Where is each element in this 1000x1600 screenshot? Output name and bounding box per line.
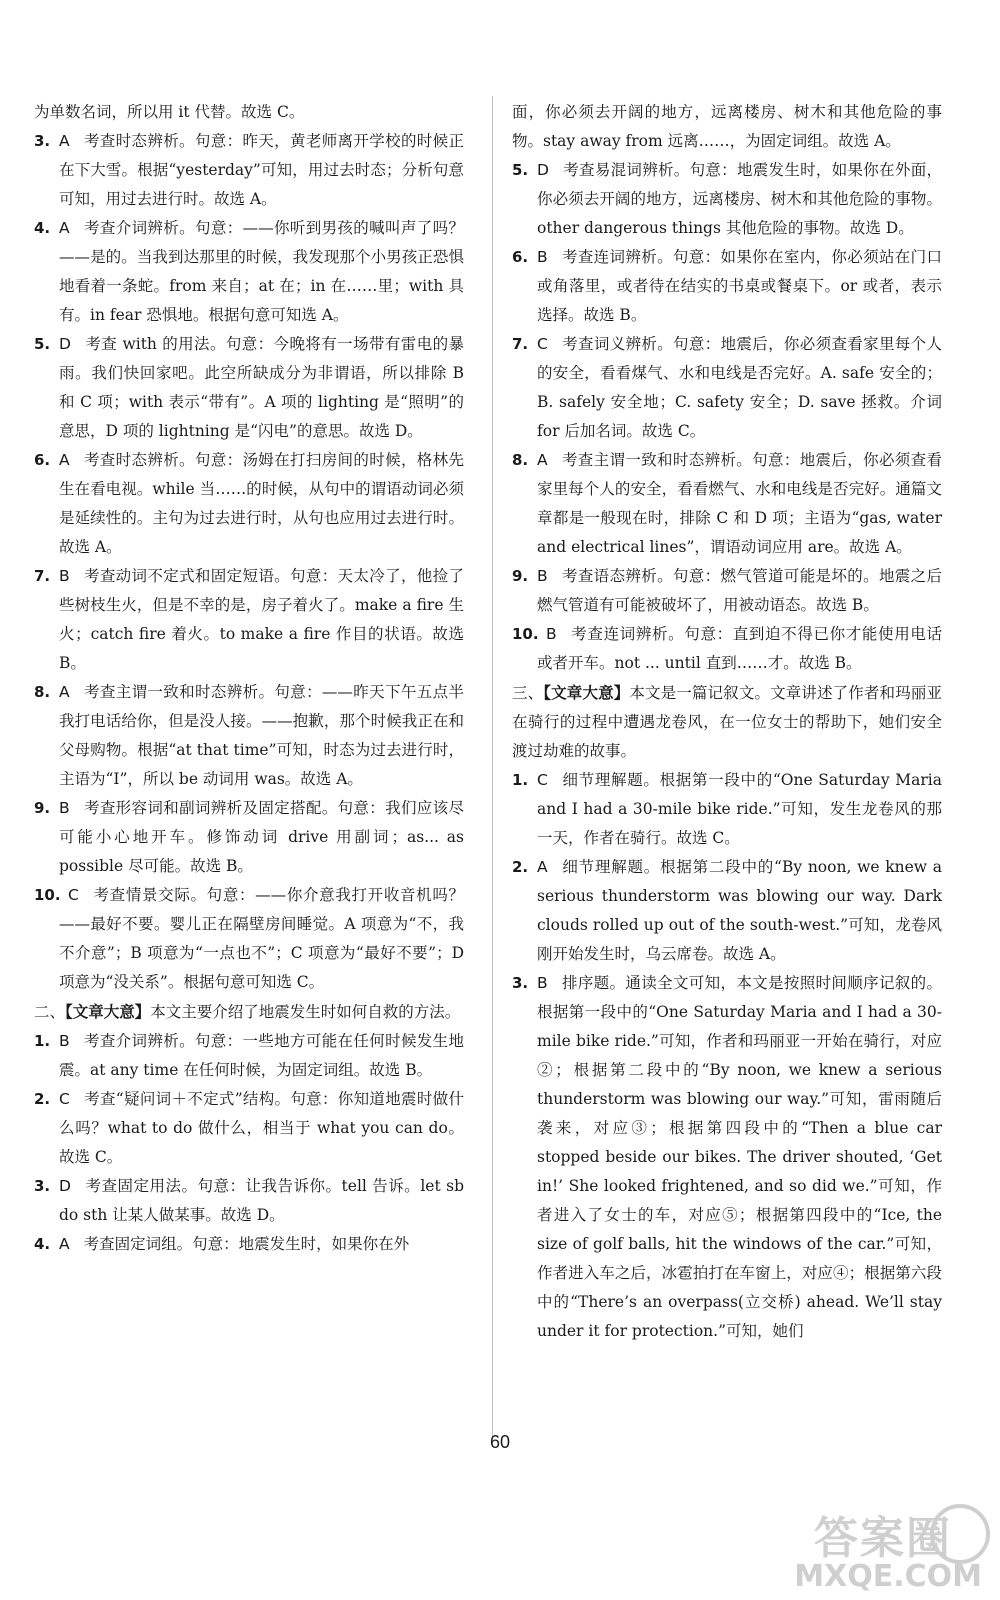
- answer-item: [512, 620, 942, 678]
- explanation-text: 细节理解题。根据第二段中的“By noon, we knew a serious thunderstorm was blowing our way. Dark clouds rolled up out of the south-west.”可知，龙卷风刚开始发生时，乌云席卷。故选 A。: [537, 858, 942, 963]
- answer-item: [34, 446, 464, 562]
- answer-item: [34, 1085, 464, 1172]
- answer-item: [34, 127, 464, 214]
- explanation-text: 考查时态辨析。句意：汤姆在打扫房间的时候，格林先生在看电视。while 当……的时候，从句中的谓语动词必须是延续性的。主句为过去进行时，从句也应用过去进行时。故选 A。: [59, 451, 464, 556]
- section-summary: 本文主要介绍了地震发生时如何自救的方法。: [150, 1003, 461, 1021]
- question-number: 10.: [34, 886, 61, 904]
- continued-text: 为单数名词，所以用 it 代替。故选 C。: [34, 103, 305, 121]
- answer-item: [34, 794, 464, 881]
- answer-letter: C: [68, 886, 79, 904]
- watermark-url: MXQE.COM: [794, 1559, 982, 1594]
- explanation-text: 考查介词辨析。句意：一些地方可能在任何时候发生地震。at any time 在任何时候，为固定词组。故选 B。: [59, 1032, 464, 1079]
- question-number: 2.: [34, 1090, 51, 1108]
- answer-letter: D: [59, 335, 71, 353]
- answer-letter: C: [537, 335, 548, 353]
- answer-item: [34, 562, 464, 678]
- question-number: 3.: [512, 974, 529, 992]
- answer-letter: B: [59, 567, 70, 585]
- answer-letter: A: [537, 451, 548, 469]
- answer-letter: D: [59, 1177, 71, 1195]
- answer-item: [512, 156, 942, 243]
- question-number: 4.: [34, 1235, 51, 1253]
- answer-item: [34, 678, 464, 794]
- answer-item: [512, 243, 942, 330]
- answer-letter: A: [537, 858, 548, 876]
- question-number: 10.: [512, 625, 539, 643]
- answer-item: [512, 562, 942, 620]
- explanation-text: 考查时态辨析。句意：昨天，黄老师离开学校的时候正在下大雪。根据“yesterday”可知，用过去时态；分析句意可知，用过去进行时。故选 A。: [59, 132, 464, 208]
- question-number: 4.: [34, 219, 51, 237]
- answer-item: [512, 446, 942, 562]
- explanation-text: 排序题。通读全文可知，本文是按照时间顺序记叙的。根据第一段中的“One Saturday Maria and I had a 30-mile bike ride.”可知，作者和玛丽亚一开始在骑行，对应②；根据第二段中的“By noon, we knew a serious thunderstorm was blowing our way.”可知，雷雨随后袭来，对应③；根据第四段中的“Then a blue car stopped beside our bikes. The driver shouted, ‘Get in!’ She looked frightened, and so did we.”可知，作者进入了女士的车，对应⑤；根据第四段中的“Ice, the size of golf balls, hit the windows of the car.”可知，作者进入车之后，冰雹拍打在车窗上，对应④；根据第六段中的“There’s an overpass(立交桥) ahead. We’ll stay under it for protection.”可知，她们: [537, 974, 942, 1340]
- answer-letter: C: [59, 1090, 70, 1108]
- question-number: 8.: [512, 451, 529, 469]
- explanation-text: 考查介词辨析。句意：——你听到男孩的喊叫声了吗？——是的。当我到达那里的时候，我发现那个小男孩正恐惧地看着一条蛇。from 来自；at 在；in 在……里；with 具有。in fear 恐惧地。根据句意可知选 A。: [59, 219, 464, 324]
- explanation-text: 考查动词不定式和固定短语。句意：天太冷了，他捡了些树枝生火，但是不幸的是，房子着火了。make a fire 生火；catch fire 着火。to make a fire 作目的状语。故选 B。: [59, 567, 464, 672]
- question-number: 1.: [34, 1032, 51, 1050]
- section-heading: [34, 997, 464, 1027]
- answer-item: [512, 853, 942, 969]
- question-number: 9.: [34, 799, 51, 817]
- answer-letter: B: [537, 248, 548, 266]
- explanation-text: 考查“疑问词＋不定式”结构。句意：你知道地震时做什么吗？what to do 做什么，相当于 what you can do。故选 C。: [59, 1090, 464, 1166]
- explanation-text: 考查词义辨析。句意：地震后，你必须查看家里每个人的安全，看看煤气、水和电线是否完好。A. safe 安全的；B. safely 安全地；C. safety 安全；D. save 拯救。介词 for 后加名词。故选 C。: [537, 335, 942, 440]
- answer-item: [512, 969, 942, 1346]
- question-number: 1.: [512, 771, 529, 789]
- answer-item: [34, 1172, 464, 1230]
- explanation-text: 考查 with 的用法。句意：今晚将有一场带有雷电的暴雨。我们快回家吧。此空所缺成分为非谓语，所以排除 B 和 C 项；with 表示“带有”。A 项的 lighting 是“照明”的意思，D 项的 lightning 是“闪电”的意思。故选 D。: [59, 335, 464, 440]
- answer-letter: A: [59, 132, 70, 150]
- watermark-logo: [792, 1502, 992, 1594]
- question-number: 3.: [34, 132, 51, 150]
- question-number: 3.: [34, 1177, 51, 1195]
- explanation-text: 考查形容词和副词辨析及固定搭配。句意：我们应该尽可能小心地开车。修饰动词 drive 用副词；as... as possible 尽可能。故选 B。: [59, 799, 464, 875]
- answer-item: [512, 766, 942, 853]
- answer-letter: A: [59, 219, 70, 237]
- answer-letter: B: [537, 567, 548, 585]
- explanation-text: 细节理解题。根据第一段中的“One Saturday Maria and I had a 30-mile bike ride.”可知，发生龙卷风的那一天，作者在骑行。故选 C。: [537, 771, 942, 847]
- explanation-text: 考查主谓一致和时态辨析。句意：地震后，你必须查看家里每个人的安全，看看燃气、水和电线是否完好。通篇文章都是一般现在时，排除 C 和 D 项；主语为“gas, water and electrical lines”，谓语动词应用 are。故选 A。: [537, 451, 942, 556]
- answer-letter: C: [537, 771, 548, 789]
- question-number: 5.: [512, 161, 529, 179]
- explanation-text: 考查主谓一致和时态辨析。句意：——昨天下午五点半我打电话给你，但是没人接。——抱歉，那个时候我正在和父母购物。根据“at that time”可知，时态为过去进行时，主语为“I”，所以 be 动词用 was。故选 A。: [59, 683, 464, 788]
- page-number: 60: [489, 1432, 511, 1452]
- question-number: 5.: [34, 335, 51, 353]
- explanation-text: 考查连词辨析。句意：直到迫不得已你才能使用电话或者开车。not ... until 直到……才。故选 B。: [537, 625, 942, 672]
- answer-letter: A: [59, 1235, 70, 1253]
- question-number: 8.: [34, 683, 51, 701]
- right-column: [512, 98, 942, 1346]
- section-tag: 【文章大意】: [543, 683, 630, 702]
- question-number: 6.: [512, 248, 529, 266]
- answer-letter: D: [537, 161, 549, 179]
- answer-item: [34, 1230, 464, 1259]
- explanation-text: 考查情景交际。句意：——你介意我打开收音机吗？——最好不要。婴儿正在隔壁房间睡觉。A 项意为“不，我不介意”；B 项意为“一点也不”；C 项意为“最好不要”；D 项意为“没关系”。根据句意可知选 C。: [59, 886, 464, 991]
- explanation-text: 考查固定用法。句意：让我告诉你。tell 告诉。let sb do sth 让某人做某事。故选 D。: [59, 1177, 464, 1224]
- explanation-text: 考查固定词组。句意：地震发生时，如果你在外: [83, 1235, 410, 1253]
- question-number: 2.: [512, 858, 529, 876]
- answer-letter: B: [537, 974, 548, 992]
- answer-item: [34, 330, 464, 446]
- explanation-text: 考查易混词辨析。句意：地震发生时，如果你在外面，你必须去开阔的地方，远离楼房、树木和其他危险的事物。other dangerous things 其他危险的事物。故选 D。: [537, 161, 942, 237]
- question-number: 7.: [34, 567, 51, 585]
- column-divider: [492, 96, 493, 1438]
- explanation-text: 考查语态辨析。句意：燃气管道可能是坏的。地震之后燃气管道有可能被破坏了，用被动语态。故选 B。: [537, 567, 942, 614]
- section-tag: 【文章大意】: [65, 1002, 151, 1021]
- answer-item: [34, 1027, 464, 1085]
- section-number: 三、: [512, 684, 544, 702]
- section-number: 二、: [34, 1003, 66, 1021]
- question-number: 7.: [512, 335, 529, 353]
- watermark-text: 答案圈: [814, 1513, 952, 1564]
- answer-item: [512, 330, 942, 446]
- answer-letter: B: [59, 1032, 70, 1050]
- answer-letter: A: [59, 683, 70, 701]
- section-summary: 本文是一篇记叙文。文章讲述了作者和玛丽亚在骑行的过程中遭遇龙卷风，在一位女士的帮助下，她们安全渡过劫难的故事。: [512, 684, 942, 760]
- answer-letter: B: [546, 625, 557, 643]
- answer-letter: B: [59, 799, 70, 817]
- answer-letter: A: [59, 451, 70, 469]
- continued-text: 面，你必须去开阔的地方，远离楼房、树木和其他危险的事物。stay away from 远离……，为固定词组。故选 A。: [512, 103, 942, 150]
- explanation-text: 考查连词辨析。句意：如果你在室内，你必须站在门口或角落里，或者待在结实的书桌或餐桌下。or 或者，表示选择。故选 B。: [537, 248, 942, 324]
- left-column: [34, 98, 464, 1259]
- answer-item: [34, 214, 464, 330]
- answer-item: [34, 881, 464, 997]
- section-heading: [512, 678, 942, 766]
- question-number: 9.: [512, 567, 529, 585]
- question-number: 6.: [34, 451, 51, 469]
